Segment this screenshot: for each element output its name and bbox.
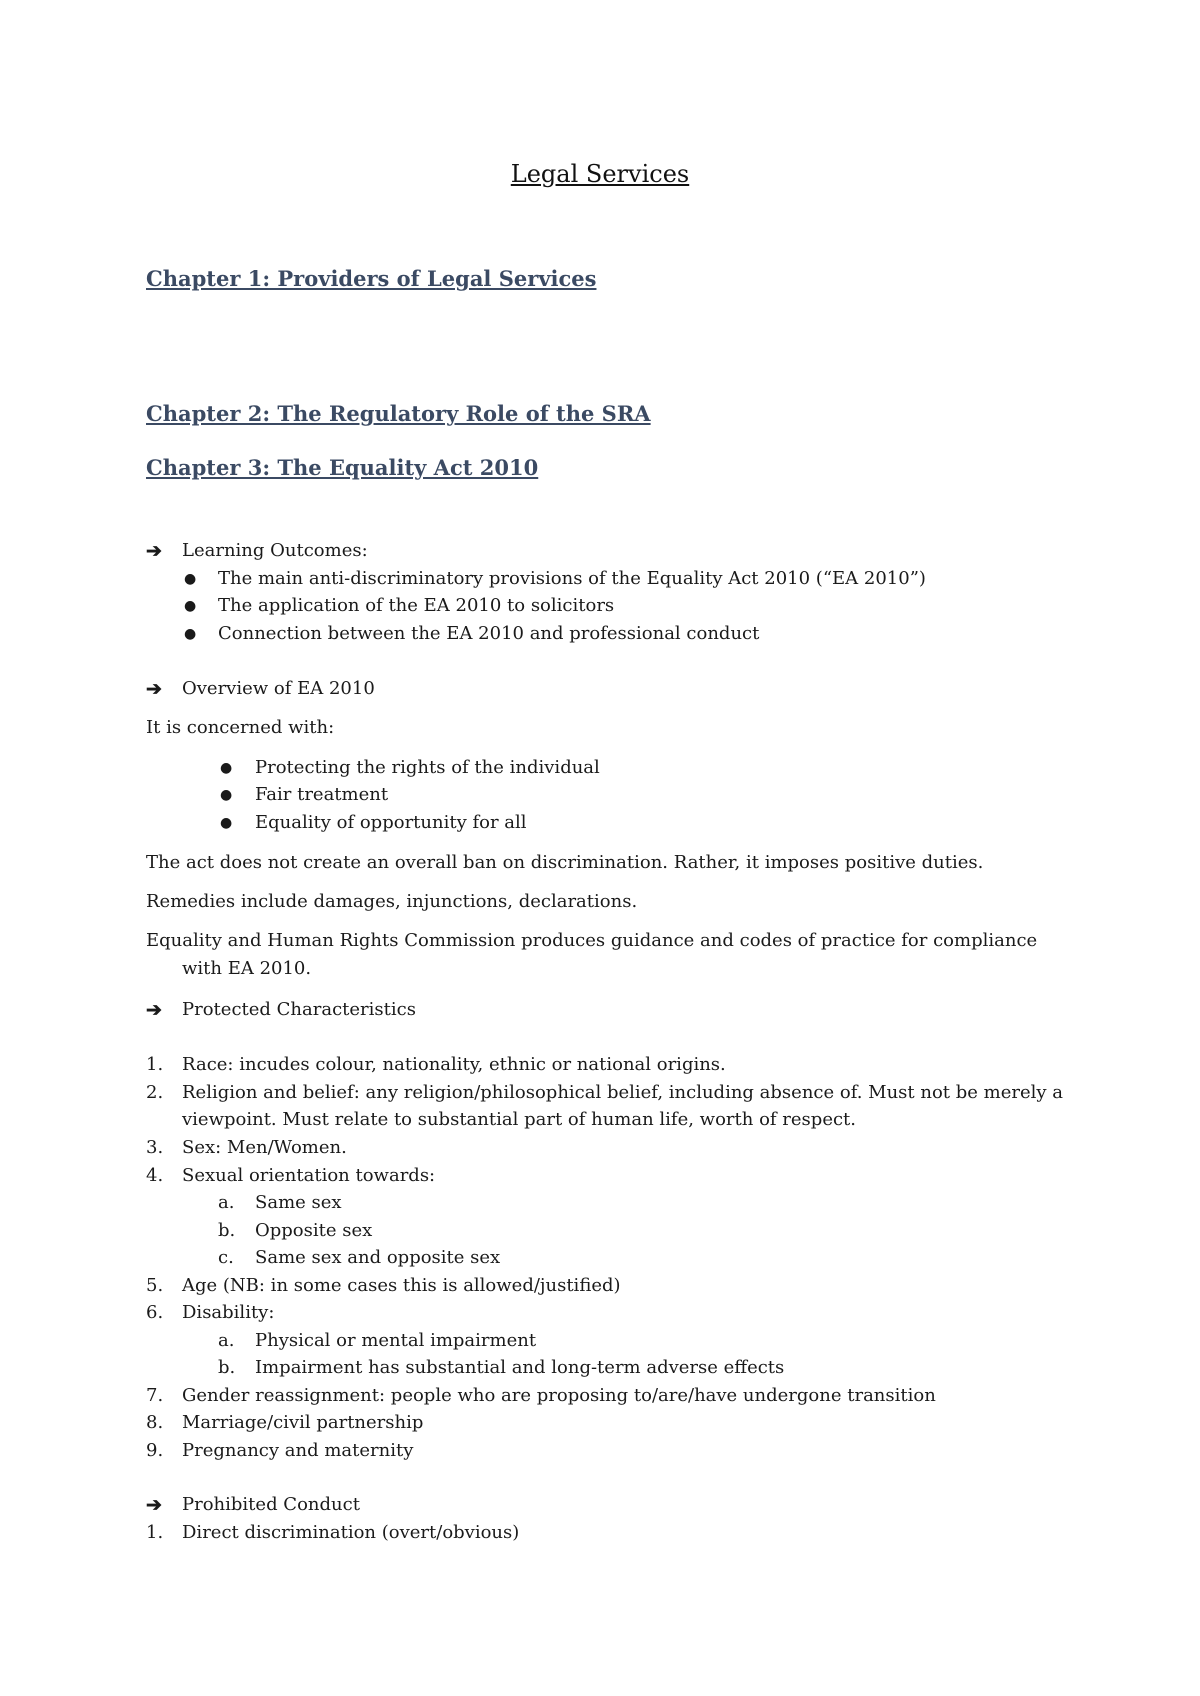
chapter-2-heading: Chapter 2: The Regulatory Role of the SRA bbox=[146, 401, 651, 426]
learning-outcomes-heading: Learning Outcomes: bbox=[182, 540, 368, 561]
overview-intro: It is concerned with: bbox=[146, 717, 335, 738]
prohibited-conduct-heading: Prohibited Conduct bbox=[182, 1494, 360, 1515]
protected-item: Race: incudes colour, nationality, ethnic or national origins. bbox=[182, 1054, 726, 1075]
learning-outcome-item: Connection between the EA 2010 and professional conduct bbox=[218, 623, 760, 644]
protected-characteristics-heading: Protected Characteristics bbox=[182, 999, 416, 1020]
overview-paragraph: Equality and Human Rights Commission produces guidance and codes of practice for compliance bbox=[146, 930, 1038, 951]
protected-subitem: Physical or mental impairment bbox=[255, 1330, 537, 1351]
list-letter: b. bbox=[218, 1357, 236, 1378]
protected-item: Gender reassignment: people who are proposing to/are/have undergone transition bbox=[182, 1385, 936, 1406]
overview-item: Equality of opportunity for all bbox=[255, 812, 527, 833]
bullet-icon: ● bbox=[220, 760, 233, 776]
protected-subitem: Same sex and opposite sex bbox=[255, 1247, 501, 1268]
protected-item: Pregnancy and maternity bbox=[182, 1440, 414, 1461]
learning-outcome-item: The main anti-discriminatory provisions of the Equality Act 2010 (“EA 2010”) bbox=[218, 568, 926, 589]
overview-paragraph-continued: with EA 2010. bbox=[182, 958, 312, 979]
bullet-icon: ● bbox=[184, 626, 197, 642]
chapter-1-heading: Chapter 1: Providers of Legal Services bbox=[146, 266, 597, 291]
list-number: 1. bbox=[146, 1522, 164, 1543]
protected-item: Age (NB: in some cases this is allowed/justified) bbox=[182, 1275, 621, 1296]
protected-item: Marriage/civil partnership bbox=[182, 1412, 424, 1433]
list-number: 7. bbox=[146, 1385, 164, 1406]
arrow-icon: ➔ bbox=[146, 678, 162, 700]
list-number: 9. bbox=[146, 1440, 164, 1461]
overview-heading: Overview of EA 2010 bbox=[182, 678, 375, 699]
list-number: 2. bbox=[146, 1082, 164, 1103]
chapter-3-heading: Chapter 3: The Equality Act 2010 bbox=[146, 455, 539, 480]
list-letter: a. bbox=[218, 1192, 235, 1213]
overview-paragraph: Remedies include damages, injunctions, declarations. bbox=[146, 891, 638, 912]
arrow-icon: ➔ bbox=[146, 1494, 162, 1516]
bullet-icon: ● bbox=[220, 815, 233, 831]
protected-item-continued: viewpoint. Must relate to substantial part of human life, worth of respect. bbox=[182, 1109, 857, 1130]
list-letter: b. bbox=[218, 1220, 236, 1241]
overview-item: Protecting the rights of the individual bbox=[255, 757, 600, 778]
list-number: 6. bbox=[146, 1302, 164, 1323]
protected-item: Religion and belief: any religion/philosophical belief, including absence of. Must not be merely a bbox=[182, 1082, 1064, 1103]
overview-item: Fair treatment bbox=[255, 784, 389, 805]
list-number: 1. bbox=[146, 1054, 164, 1075]
protected-subitem: Impairment has substantial and long-term adverse effects bbox=[255, 1357, 785, 1378]
bullet-icon: ● bbox=[220, 787, 233, 803]
list-number: 4. bbox=[146, 1165, 164, 1186]
protected-subitem: Same sex bbox=[255, 1192, 342, 1213]
protected-subitem: Opposite sex bbox=[255, 1220, 373, 1241]
prohibited-item: Direct discrimination (overt/obvious) bbox=[182, 1522, 520, 1543]
list-letter: c. bbox=[218, 1247, 234, 1268]
list-number: 8. bbox=[146, 1412, 164, 1433]
bullet-icon: ● bbox=[184, 598, 197, 614]
arrow-icon: ➔ bbox=[146, 999, 162, 1021]
bullet-icon: ● bbox=[184, 571, 197, 587]
learning-outcome-item: The application of the EA 2010 to solicitors bbox=[218, 595, 615, 616]
document-title: Legal Services bbox=[510, 160, 690, 188]
protected-item: Disability: bbox=[182, 1302, 275, 1323]
protected-item: Sexual orientation towards: bbox=[182, 1165, 436, 1186]
list-letter: a. bbox=[218, 1330, 235, 1351]
overview-paragraph: The act does not create an overall ban on discrimination. Rather, it imposes positive duties. bbox=[146, 852, 984, 873]
arrow-icon: ➔ bbox=[146, 540, 162, 562]
list-number: 3. bbox=[146, 1137, 164, 1158]
protected-item: Sex: Men/Women. bbox=[182, 1137, 347, 1158]
list-number: 5. bbox=[146, 1275, 164, 1296]
